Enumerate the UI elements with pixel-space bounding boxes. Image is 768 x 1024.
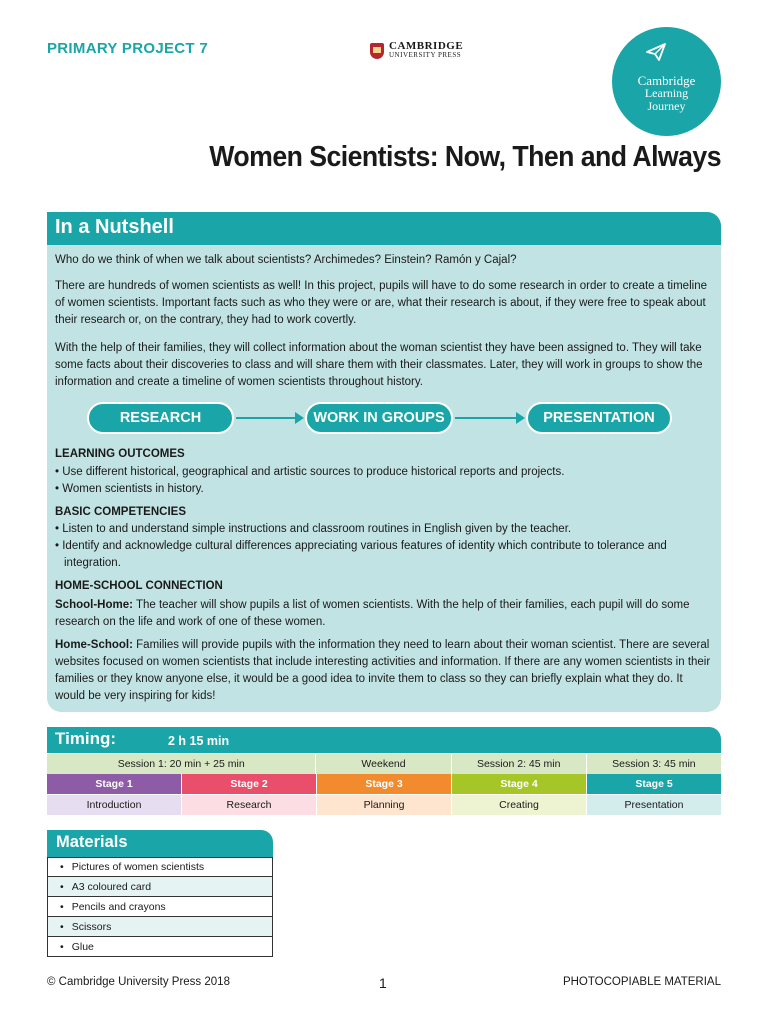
stage-cell: Stage 5 xyxy=(587,774,721,794)
home-school-heading: HOME-SCHOOL CONNECTION xyxy=(55,580,223,592)
badge-line-2-3: Learning Journey xyxy=(644,86,689,113)
stage-cell: Stage 4 xyxy=(452,774,587,794)
crest-icon xyxy=(370,43,384,59)
list-item: • A3 coloured card xyxy=(47,877,273,897)
learning-journey-badge xyxy=(612,27,721,136)
activity-cell: Presentation xyxy=(587,795,721,815)
session-cell: Weekend xyxy=(316,754,451,774)
activity-cell: Creating xyxy=(452,795,587,815)
stage-cell: Stage 2 xyxy=(182,774,317,794)
nutshell-header xyxy=(47,212,721,245)
list-item: • Use different historical, geographical and artistic sources to produce historical reports and projects. xyxy=(55,466,565,478)
intro-paragraph: Who do we think of when we talk about scientists? Archimedes? Einstein? Ramón y Cajal? xyxy=(55,254,517,266)
publisher-logo xyxy=(370,42,463,60)
footer-note: PHOTOCOPIABLE MATERIAL xyxy=(562,976,721,988)
flow-arrow xyxy=(455,417,523,419)
flow-research: RESEARCH xyxy=(87,402,234,434)
materials-header xyxy=(47,830,273,857)
timing-activities-row xyxy=(47,795,721,815)
footer-copyright: © Cambridge University Press 2018 xyxy=(47,976,230,988)
page-number: 1 xyxy=(379,975,387,991)
basic-competencies-list xyxy=(55,521,715,572)
list-item: • Identify and acknowledge cultural differences appreciating various features of identity which contribute to tolerance and integration. xyxy=(55,540,667,569)
timing-stages-row xyxy=(47,774,721,794)
page-title: Women Scientists: Now, Then and Always xyxy=(209,141,721,173)
list-item: • Scissors xyxy=(47,917,273,937)
list-item: • Pictures of women scientists xyxy=(47,857,273,877)
list-item: • Pencils and crayons xyxy=(47,897,273,917)
basic-competencies-heading: BASIC COMPETENCIES xyxy=(55,506,186,518)
timing-label: Timing: xyxy=(55,729,117,748)
nutshell-heading: In a Nutshell xyxy=(55,216,174,238)
learning-outcomes-heading: LEARNING OUTCOMES xyxy=(55,448,185,460)
publisher-subname: UNIVERSITY PRESS xyxy=(389,51,462,59)
activity-cell: Research xyxy=(182,795,317,815)
paper-plane-icon xyxy=(645,41,667,63)
list-item: • Women scientists in history. xyxy=(55,483,204,495)
stage-cell: Stage 3 xyxy=(317,774,452,794)
materials-list xyxy=(47,857,273,957)
session-cell: Session 1: 20 min + 25 min xyxy=(47,754,316,774)
school-home-paragraph: School-Home: The teacher will show pupils a list of women scientists. With the help of their families, each pupil will do some research on the life and work of one of these women. xyxy=(55,599,690,628)
timing-header xyxy=(47,727,721,753)
flow-arrow xyxy=(236,417,302,419)
flow-presentation: PRESENTATION xyxy=(526,402,672,434)
list-item: • Glue xyxy=(47,937,273,957)
timing-duration: 2 h 15 min xyxy=(168,734,230,748)
project-paragraph: There are hundreds of women scientists as well! In this project, pupils will have to do some research in order to create a timeline of women scientists. Important facts such as who they were or are, what their research is about, if they were free to speak about their research or, on the contrary, they had to work covertly. xyxy=(55,280,707,326)
session-cell: Session 3: 45 min xyxy=(587,754,721,774)
materials-heading: Materials xyxy=(56,833,128,851)
list-item: • Listen to and understand simple instructions and classroom routines in English given by the teacher. xyxy=(55,523,572,535)
flow-work-in-groups: WORK IN GROUPS xyxy=(305,402,453,434)
session-cell: Session 2: 45 min xyxy=(452,754,587,774)
learning-outcomes-list xyxy=(55,464,715,498)
activity-cell: Introduction xyxy=(47,795,182,815)
badge-line-1: Cambridge xyxy=(637,73,696,88)
timing-sessions-row xyxy=(47,754,721,774)
families-paragraph: With the help of their families, they will collect information about the woman scientist they have been assigned to. They will take some facts about their discoveries to class and will share them with their classmates. Later, they will work in groups to show the information and create a timeline of women scientists throughout history. xyxy=(55,342,703,388)
home-school-paragraph: Home-School: Families will provide pupils with the information they need to learn about their woman scientist. There are several websites focused on women scientists that include interesting activities and information. If there are any women scientists in their families or they know anyone else, it would be a good idea to invite them to class so they can briefly explain what they do. It would be very inspiring for kids! xyxy=(55,639,711,702)
activity-cell: Planning xyxy=(317,795,452,815)
publisher-name: CAMBRIDGE xyxy=(389,40,464,52)
stage-cell: Stage 1 xyxy=(47,774,182,794)
project-label: PRIMARY PROJECT 7 xyxy=(47,40,208,57)
